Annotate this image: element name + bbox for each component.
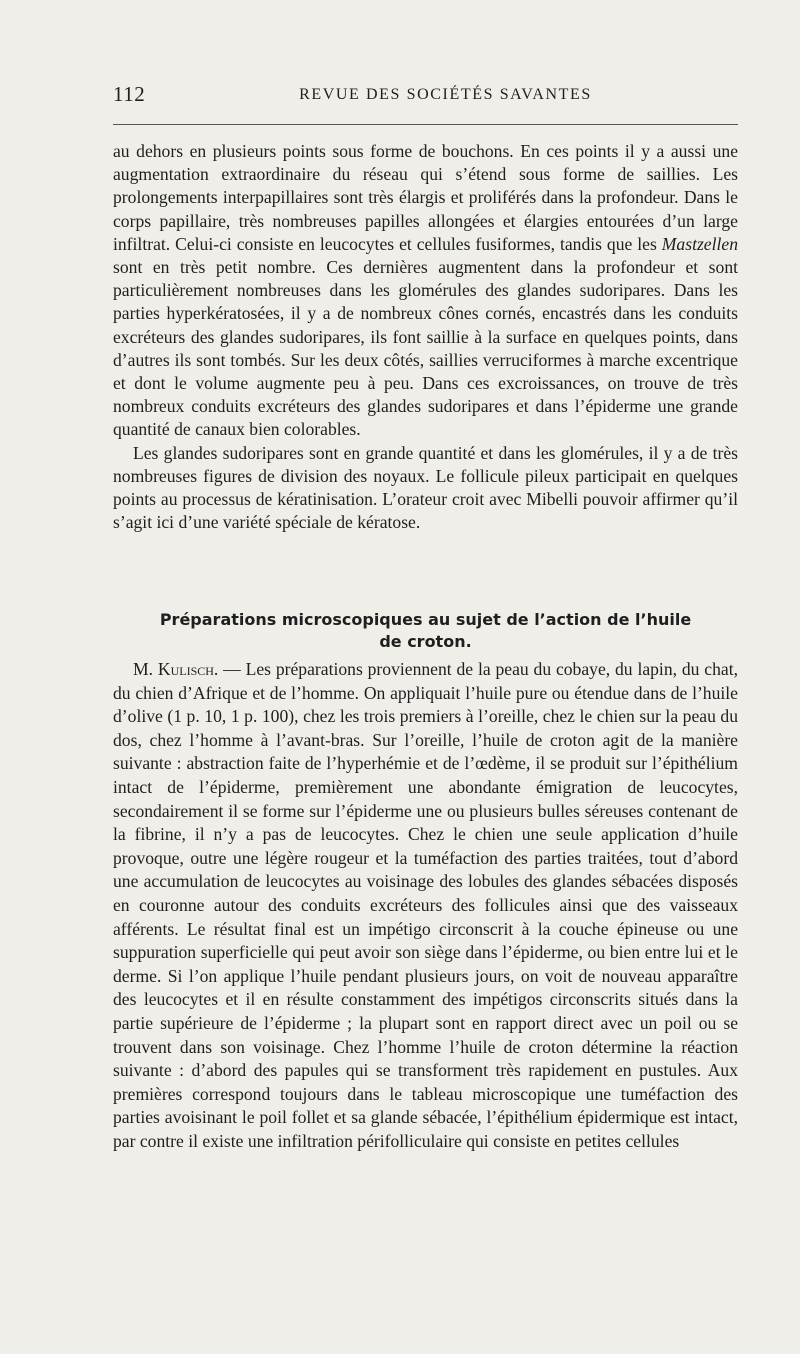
heading-line: de croton. <box>379 632 472 651</box>
page-number: 112 <box>113 82 146 106</box>
paragraph-text: — Les préparations proviennent de la peau du cobaye, du lapin, du chat, du chien d’Afrique et de l’homme. On appliquait l’huile pure ou étendue dans de l’huile d’olive (1 p. 10, 1 p. 100), chez les trois premiers à l’oreille, chez le chien sur la peau du dos, chez l’homme à l’avant-bras. Sur l’oreille, l’huile de croton agit de la manière suivante : abstraction faite de l’hyperhémie et de l’œdème, il se produit sur l’épithélium intact de l’épiderme, premièrement une abondante émigration de leucocytes, secondairement il se forme sur l’épiderme une ou plusieurs bulles séreuses contenant de la fibrine, il n’y a pas de leucocytes. Chez le chien une seule application d’huile provoque, outre une légère rougeur et la tuméfaction des parties traitées, tout d’abord une accumulation de leucocytes au voisinage des lobules des glandes sébacées disposés en couronne autour des conduits excréteurs des follicules ainsi que des vaisseaux afférents. Le résultat final est un impétigo circonscrit à la couche épineuse ou une suppuration superficielle qui peut avoir son siège dans l’épiderme, ou bien entre lui et le derme. Si l’on applique l’huile pendant plusieurs jours, on voit de nouveau apparaître des leucocytes et il en résulte constamment des impétigos circonscrits situés dans la partie supérieure de l’épiderme ; la plupart sont en rapport direct avec un poil ou se trouvent dans son voisinage. Chez l’homme l’huile de croton détermine la réaction suivante : d’abord des papules qui se transforment très rapidement en pustules. Aux premières correspond toujours dans le tableau microscopique une tuméfaction des parties avoisinant le poil follet et sa glande sébacée, l’épithélium épidermique est intact, par contre il existe une infiltration périfolliculaire qui consiste en petites cellules <box>113 659 738 1151</box>
running-title: REVUE DES SOCIÉTÉS SAVANTES <box>299 86 592 103</box>
paragraph-text: au dehors en plusieurs points sous forme de bouchons. En ces points il y a aussi une augmentation extraordinaire du réseau qui s’étend sous forme de saillies. Les prolongements interpapillaires sont très élargis et proliférés dans la profondeur. Dans le corps papillaire, très nombreuses papilles allongées et élargies entourées d’un large infiltrat. Celui-ci consiste en leucocytes et cellules fusiformes, tandis que les <box>113 141 738 254</box>
speaker-name: M. Kulisch. <box>133 659 219 679</box>
paragraph-text: sont en très petit nombre. Ces dernières augmentent dans la profondeur et sont particulièrement nombreuses dans les glomérules des glandes sudoripares. Dans les parties hyperkératosées, il y a de nombreux cônes cornés, encastrés dans les conduits excréteurs des glandes sudoripares, ils font saillie à la surface en quelques points, dans d’autres ils sont tombés. Sur les deux côtés, saillies verruciformes à marche excentrique et dont le volume augmente peu à peu. Dans ces excroissances, on trouve de très nombreux conduits excréteurs des glandes sudoripares et dans l’épiderme une grande quantité de canaux bien colorables. <box>113 257 738 440</box>
page-header <box>113 82 738 112</box>
heading-line: Préparations microscopiques au sujet de l’action de l’huile <box>159 610 692 629</box>
header-rule <box>113 124 738 125</box>
paragraph <box>113 140 738 442</box>
section-heading <box>113 609 738 653</box>
section-keratose-text <box>113 140 738 534</box>
paragraph: Les glandes sudoripares sont en grande quantité et dans les glomérules, il y a de très nombreuses figures de division des noyaux. Le follicule pileux participait en quelques points au processus de kératinisation. L’orateur croit avec Mibelli pouvoir affirmer qu’il s’agit ici d’une variété spéciale de kératose. <box>113 442 738 533</box>
italic-term: Mastzellen <box>661 233 738 254</box>
paragraph <box>113 658 738 1153</box>
section-croton-text <box>113 658 738 1153</box>
